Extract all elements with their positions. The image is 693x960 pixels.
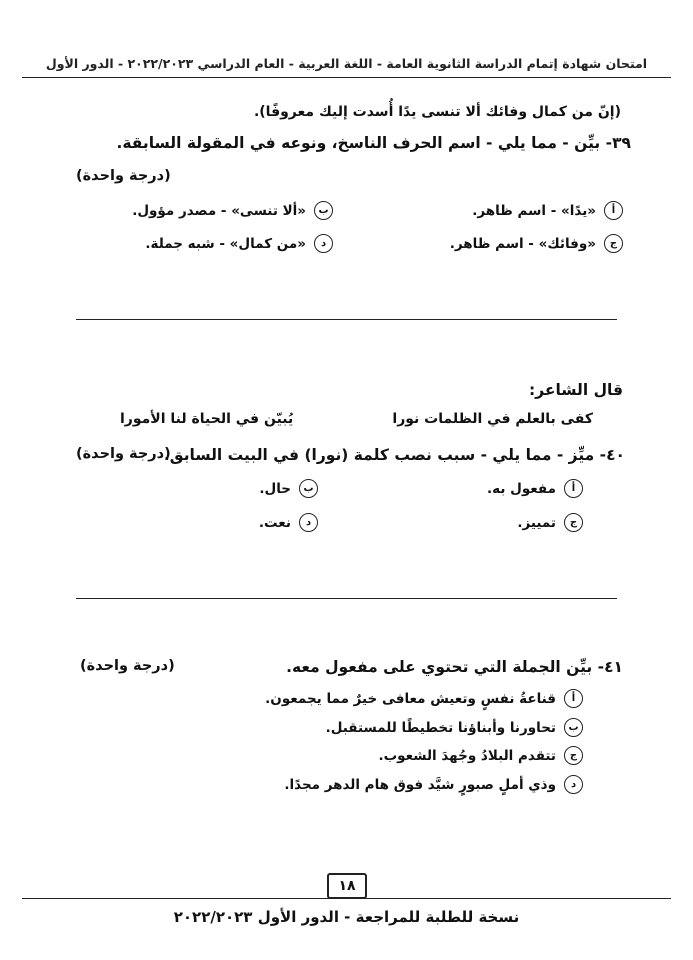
q40-option-c-text: تمييز. (517, 514, 556, 531)
q41-option-c-text: تتقدم البلادُ وجُهدَ الشعوب. (378, 747, 556, 764)
option-marker-a: أ (604, 201, 623, 220)
q39-quote: (إنّ من كمال وفائك ألا تنسى يدًا أُسدت إليك معروفًا). (253, 104, 621, 120)
footer-rule (22, 898, 671, 899)
q40-option-a[interactable] (487, 479, 583, 498)
option-marker-d: د (299, 513, 318, 532)
option-marker-d: د (564, 775, 583, 794)
exam-footer: نسخة للطلبة للمراجعة - الدور الأول ٢٠٢٢/٢٠٢٣ (173, 908, 520, 926)
q40-option-a-text: مفعول به. (487, 480, 556, 497)
q40-verse-first: كفى بالعلم في الظلمات نورا (392, 411, 593, 427)
q39-option-c-text: «وفائك» - اسم ظاهر. (449, 235, 596, 252)
q41-option-b-text: تحاورنا وأبناؤنا تخطيطًا للمستقبل. (325, 719, 556, 736)
option-marker-b: ب (299, 479, 318, 498)
q41-option-a-text: قناعةُ نفسٍ وتعيش معافى خيرٌ مما يجمعون. (265, 690, 556, 707)
q39-question: ٣٩- بيِّن - مما يلي - اسم الحرف الناسخ، ونوعه في المقولة السابقة. (116, 134, 631, 152)
section-divider-1 (76, 319, 617, 320)
option-marker-c: ج (564, 513, 583, 532)
option-marker-a: أ (564, 479, 583, 498)
q39-option-d-text: «من كمال» - شبه جملة. (145, 235, 306, 252)
section-divider-2 (76, 598, 617, 599)
q39-option-c[interactable] (450, 234, 623, 253)
q40-option-b[interactable] (259, 479, 318, 498)
q40-question: ٤٠- ميِّز - مما يلي - سبب نصب كلمة (نورا) في البيت السابق. (163, 446, 625, 464)
q40-verse-second: يُبيّن في الحياة لنا الأمورا (120, 411, 294, 427)
option-marker-c: ج (604, 234, 623, 253)
q40-option-d-text: نعت. (258, 514, 291, 531)
q41-option-c[interactable] (378, 746, 583, 765)
q41-option-b[interactable] (326, 718, 583, 737)
option-marker-a: أ (564, 689, 583, 708)
q41-points: (درجة واحدة) (80, 658, 175, 674)
option-marker-c: ج (564, 746, 583, 765)
q40-intro: قال الشاعر: (529, 381, 623, 399)
q40-option-d[interactable] (259, 513, 318, 532)
q39-option-a[interactable] (472, 201, 623, 220)
q39-points: (درجة واحدة) (76, 168, 171, 184)
q39-option-a-text: «يدًا» - اسم ظاهر. (472, 202, 596, 219)
q40-points: (درجة واحدة) (76, 446, 171, 462)
q41-question: ٤١- بيِّن الجملة التي تحتوي على مفعول معه. (286, 658, 623, 676)
q39-option-d[interactable] (145, 234, 333, 253)
q41-option-d[interactable] (284, 775, 583, 794)
q41-option-d-text: وذي أملٍ صبورٍ شيَّد فوق هام الدهر مجدًا. (284, 776, 556, 793)
header-rule (22, 77, 671, 78)
option-marker-d: د (314, 234, 333, 253)
q39-option-b[interactable] (132, 201, 333, 220)
page-number: ١٨ (327, 873, 367, 899)
exam-header: امتحان شهادة إتمام الدراسة الثانوية العامة - اللغة العربية - العام الدراسي ٢٠٢٢/٢٠٢٣ - الدور الأول (45, 56, 648, 71)
option-marker-b: ب (314, 201, 333, 220)
q39-option-b-text: «ألا تنسى» - مصدر مؤول. (132, 202, 306, 219)
q40-option-b-text: حال. (259, 480, 291, 497)
q40-option-c[interactable] (517, 513, 583, 532)
option-marker-b: ب (564, 718, 583, 737)
q41-option-a[interactable] (265, 689, 583, 708)
